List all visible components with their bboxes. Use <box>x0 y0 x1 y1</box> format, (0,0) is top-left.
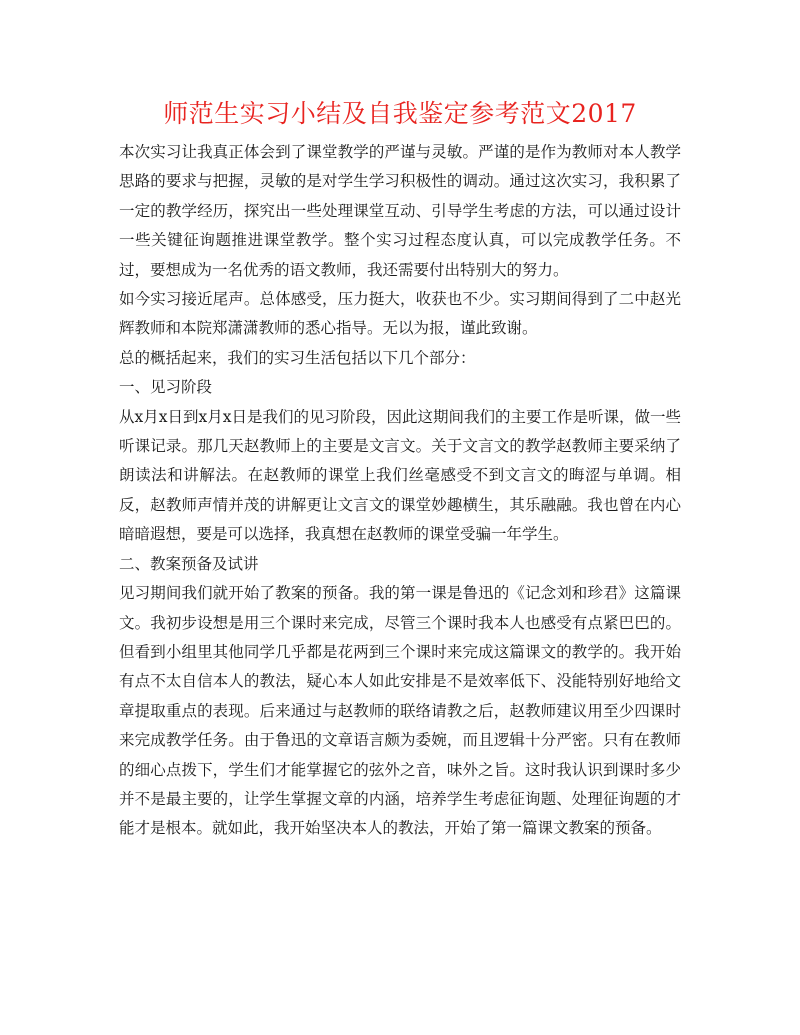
paragraph-observation: 从x月x日到x月x日是我们的见习阶段，因此这期间我们的主要工作是听课，做一些听课记录。那几天赵教师上的主要是文言文。关于文言文的教学赵教师主要采纳了朗读法和讲解法。在赵教师的课堂上我们丝毫感受不到文言文的晦涩与单调。相反，赵教师声情并茂的讲解更让文言文的课堂妙趣横生，其乐融融。我也曾在内心暗暗遐想，要是可以选择，我真想在赵教师的课堂受骗一年学生。 <box>119 407 681 544</box>
section-heading-lesson-prep: 二、教案预备及试讲 <box>119 554 259 573</box>
document-title: 师范生实习小结及自我鉴定参考范文2017 <box>163 99 637 128</box>
paragraph-intro: 本次实习让我真正体会到了课堂教学的严谨与灵敏。严谨的是作为教师对本人教学思路的要求与把握，灵敏的是对学生学习积极性的调动。通过这次实习，我积累了一定的教学经历，探究出一些处理课堂互动、引导学生考虑的方法，可以通过设计一些关键征询题推进课堂教学。整个实习过程态度认真，可以完成教学任务。不过，要想成为一名优秀的语文教师，我还需要付出特别大的努力。 <box>119 143 681 279</box>
paragraph-lesson-prep: 见习期间我们就开始了教案的预备。我的第一课是鲁迅的《记念刘和珍君》这篇课文。我初步设想是用三个课时来完成，尽管三个课时我本人也感受有点紧巴巴的。但看到小组里其他同学几乎都是花两到三个课时来完成这篇课文的教学的。我开始有点不太自信本人的教法，疑心本人如此安排是不是效率低下、没能特别好地给文章提取重点的表现。后来通过与赵教师的联络请教之后，赵教师建议用至少四课时来完成教学任务。由于鲁迅的文章语言颇为委婉，而且逻辑十分严密。只有在教师的细心点拨下，学生们才能掌握它的弦外之音，味外之旨。这时我认识到课时多少并不是最主要的，让学生掌握文章的内涵，培养学生考虑征询题、处理征询题的才能才是根本。就如此，我开始坚决本人的教法，开始了第一篇课文教案的预备。 <box>119 584 681 838</box>
section-heading-observation: 一、见习阶段 <box>119 378 213 397</box>
document-body <box>119 138 681 844</box>
paragraph-thanks: 如今实习接近尾声。总体感受，压力挺大，收获也不少。实习期间得到了二中赵光辉教师和本院郑潇潇教师的悉心指导。无以为报，谨此致谢。 <box>119 290 681 338</box>
paragraph-summary: 总的概括起来，我们的实习生活包括以下几个部分： <box>119 348 476 367</box>
